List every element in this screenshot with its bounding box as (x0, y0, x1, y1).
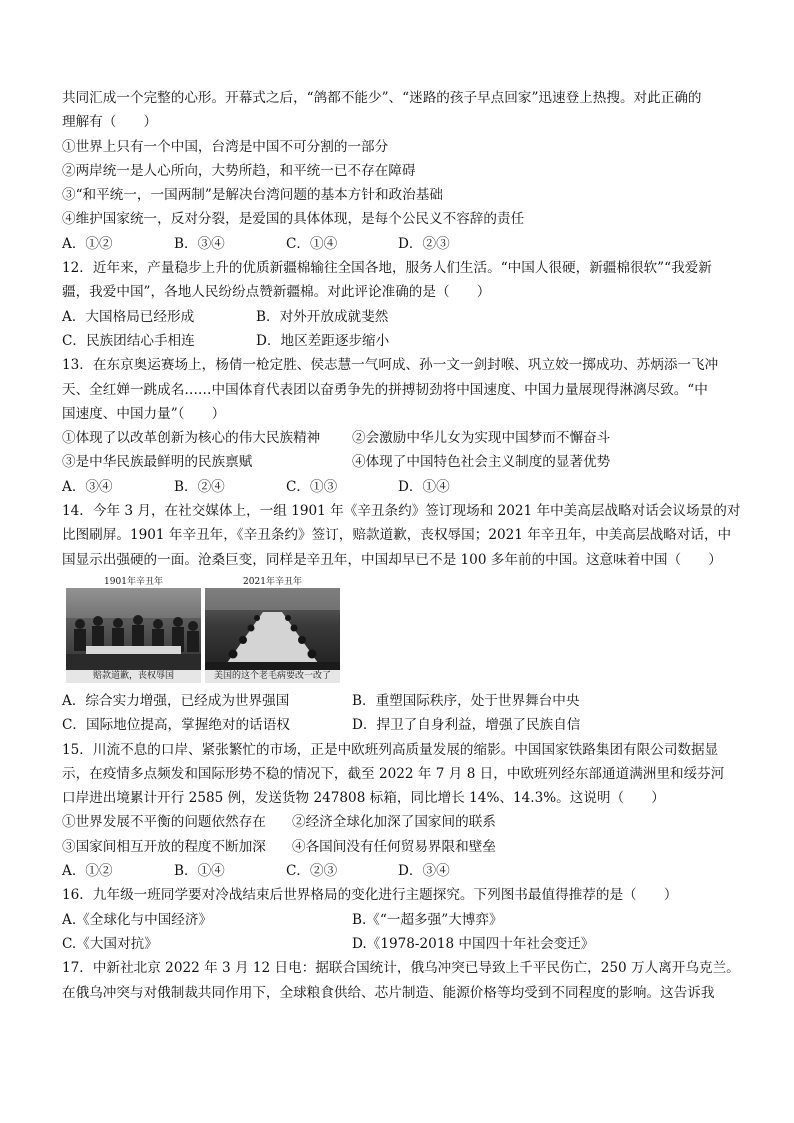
q11-statement-2: ②两岸统一是人心所向，大势所趋，和平统一已不存在障碍 (62, 162, 416, 179)
q11-options (62, 232, 742, 256)
q15-option-c[interactable]: C．②③ (286, 863, 338, 880)
q11-stem-line1: 共同汇成一个完整的心形。开幕式之后，“鸽都不能少”、“迷路的孩子早点回家”迅速登上热搜。对此正确的 (62, 90, 702, 106)
q13-option-d[interactable]: D．①④ (398, 478, 450, 495)
photo-1901-caption-bottom: 赔款道歉，丧权辱国 (66, 670, 201, 683)
q14-option-d[interactable]: D．捍卫了自身利益，增强了民族自信 (352, 717, 581, 734)
q11-option-b[interactable]: B．③④ (174, 235, 225, 252)
q16-option-b[interactable]: B.《“一超多强”大博弈》 (352, 911, 503, 928)
q13-statements-row1 (62, 426, 742, 450)
q12-options-row2 (62, 329, 742, 353)
q12-option-c[interactable]: C．民族团结心手相连 (62, 332, 195, 349)
q14-stem-line2: 比图刷屏。1901 年辛丑年，《辛丑条约》签订，赔款道歉，丧权辱国；2021 年辛丑年，中美高层战略对话，中 (62, 527, 732, 544)
q12-option-d[interactable]: D．地区差距逐步缩小 (256, 332, 390, 349)
q11-statement-3: ③“和平统一，一国两制”是解决台湾问题的基本方针和政治基础 (62, 187, 443, 204)
q14-option-a[interactable]: A．综合实力增强，已经成为世界强国 (62, 692, 290, 709)
q13-statement-1: ①体现了以改革创新为核心的伟大民族精神 (62, 430, 321, 447)
q13-stem-line2: 天、全红婵一跳成名……中国体育代表团以奋勇争先的拼搏韧劲将中国速度、中国力量展现得淋漓尽致。“中 (62, 381, 708, 398)
photo-2021-caption-bottom: 美国的这个老毛病要改一改了 (205, 670, 340, 683)
photo-1901-figures (66, 588, 201, 670)
q16-stem-line1: 16．九年级一班同学要对冷战结束后世界格局的变化进行主题探究。下列图书最值得推荐的是（ ） (62, 887, 678, 904)
q12-option-a[interactable]: A．大国格局已经形成 (62, 308, 195, 325)
q15-option-b[interactable]: B．①④ (174, 863, 225, 880)
q13-option-c[interactable]: C．①③ (286, 478, 338, 495)
q16-option-c[interactable]: C.《大国对抗》 (62, 935, 158, 952)
q13-option-a[interactable]: A．③④ (62, 478, 113, 495)
photo-1901-caption-top: 1901年辛丑年 (104, 576, 163, 587)
q15-options (62, 859, 742, 883)
q14-comparison-photos (66, 576, 742, 683)
q12-stem-line1: 12．近年来，产量稳步上升的优质新疆棉输往全国各地，服务人们生活。“中国人很硬，新疆棉很软”“我爱新 (62, 260, 712, 277)
q15-stem-line1: 15．川流不息的口岸、紧张繁忙的市场，正是中欧班列高质量发展的缩影。中国国家铁路集团有限公司数据显 (62, 741, 719, 758)
q15-statement-1: ①世界发展不平衡的问题依然存在 (62, 814, 266, 831)
q12-option-b[interactable]: B．对外开放成就斐然 (256, 308, 389, 325)
q13-statement-4: ④体现了中国特色社会主义制度的显著优势 (352, 454, 611, 471)
q11-statement-4: ④维护国家统一，反对分裂，是爱国的具体体现，是每个公民义不容辞的责任 (62, 211, 525, 228)
q17-stem-line2: 在俄乌冲突与对俄制裁共同作用下，全球粮食供给、芯片制造、能源价格等均受到不同程度的影响。这告诉我 (62, 984, 715, 1001)
q14-stem-line1: 14．今年 3 月，在社交媒体上，一组 1901 年《辛丑条约》签订现场和 2021 年中美高层战略对话会议场景的对 (62, 503, 741, 520)
exam-page (62, 86, 742, 1005)
q11-option-c[interactable]: C．①④ (286, 235, 338, 252)
q15-option-d[interactable]: D．③④ (398, 863, 450, 880)
q11-statement-1: ①世界上只有一个中国，台湾是中国不可分割的一部分 (62, 138, 389, 155)
q14-stem-line3: 国显示出强硬的一面。沧桑巨变，同样是辛丑年，中国却早已不是 100 多年前的中国。这意味着中国（ ） (62, 551, 722, 568)
q13-stem-line1: 13．在东京奥运赛场上，杨倩一枪定胜、侯志慧一气呵成、孙一文一剑封喉、巩立姣一掷成功、苏炳添一飞冲 (62, 357, 719, 374)
q12-stem-line2: 疆，我爱中国”，各地人民纷纷点赞新疆棉。对此评论准确的是（ ） (62, 284, 491, 301)
q16-options-row1 (62, 908, 742, 932)
q15-statements-row2 (62, 835, 742, 859)
q15-statements-row1 (62, 810, 742, 834)
q13-stem-line3: 国速度、中国力量”（ ） (62, 405, 226, 422)
q13-options (62, 475, 742, 499)
q12-options-row1 (62, 305, 742, 329)
q16-options-row2 (62, 932, 742, 956)
q15-statement-4: ④各国间没有任何贸易界限和壁垒 (292, 838, 496, 855)
q14-options-row2 (62, 713, 742, 737)
q13-statement-2: ②会激励中华儿女为实现中国梦而不懈奋斗 (352, 430, 611, 447)
q15-option-a[interactable]: A．①② (62, 863, 113, 880)
q14-option-c[interactable]: C．国际地位提高，掌握绝对的话语权 (62, 717, 290, 734)
q11-option-a[interactable]: A．①② (62, 235, 113, 252)
q17-stem-line1: 17．中新社北京 2022 年 3 月 12 日电：据联合国统计，俄乌冲突已导致上千平民伤亡，250 万人离开乌克兰。 (62, 960, 740, 977)
q14-options-row1 (62, 689, 742, 713)
q14-option-b[interactable]: B．重塑国际秩序，处于世界舞台中央 (352, 692, 580, 709)
q15-stem-line2: 示，在疫情多点频发和国际形势不稳的情况下，截至 2022 年 7 月 8 日，中欧班列经东部通道满洲里和绥芬河 (62, 765, 725, 782)
q16-option-a[interactable]: A.《全球化与中国经济》 (62, 911, 213, 928)
q13-statements-row2 (62, 450, 742, 474)
q16-option-d[interactable]: D.《1978-2018 中国四十年社会变迁》 (352, 935, 595, 952)
q15-statement-2: ②经济全球化加深了国家间的联系 (292, 814, 496, 831)
q15-stem-line3: 口岸进出境累计开行 2585 例，发送货物 247808 标箱，同比增长 14%、14.3%。这说明（ ） (62, 790, 665, 807)
photo-1901-image (66, 588, 201, 670)
q15-statement-3: ③国家间相互开放的程度不断加深 (62, 838, 266, 855)
photo-2021-image (205, 588, 340, 670)
q11-stem-line2: 理解有（ ） (62, 114, 158, 131)
q13-statement-3: ③是中华民族最鲜明的民族禀赋 (62, 454, 253, 471)
photo-1901 (66, 576, 201, 683)
q13-option-b[interactable]: B．②④ (174, 478, 225, 495)
photo-2021-meeting-table (205, 588, 340, 670)
photo-2021 (205, 576, 340, 683)
photo-2021-caption-top: 2021年辛丑年 (243, 576, 302, 587)
q11-option-d[interactable]: D．②③ (398, 235, 450, 252)
